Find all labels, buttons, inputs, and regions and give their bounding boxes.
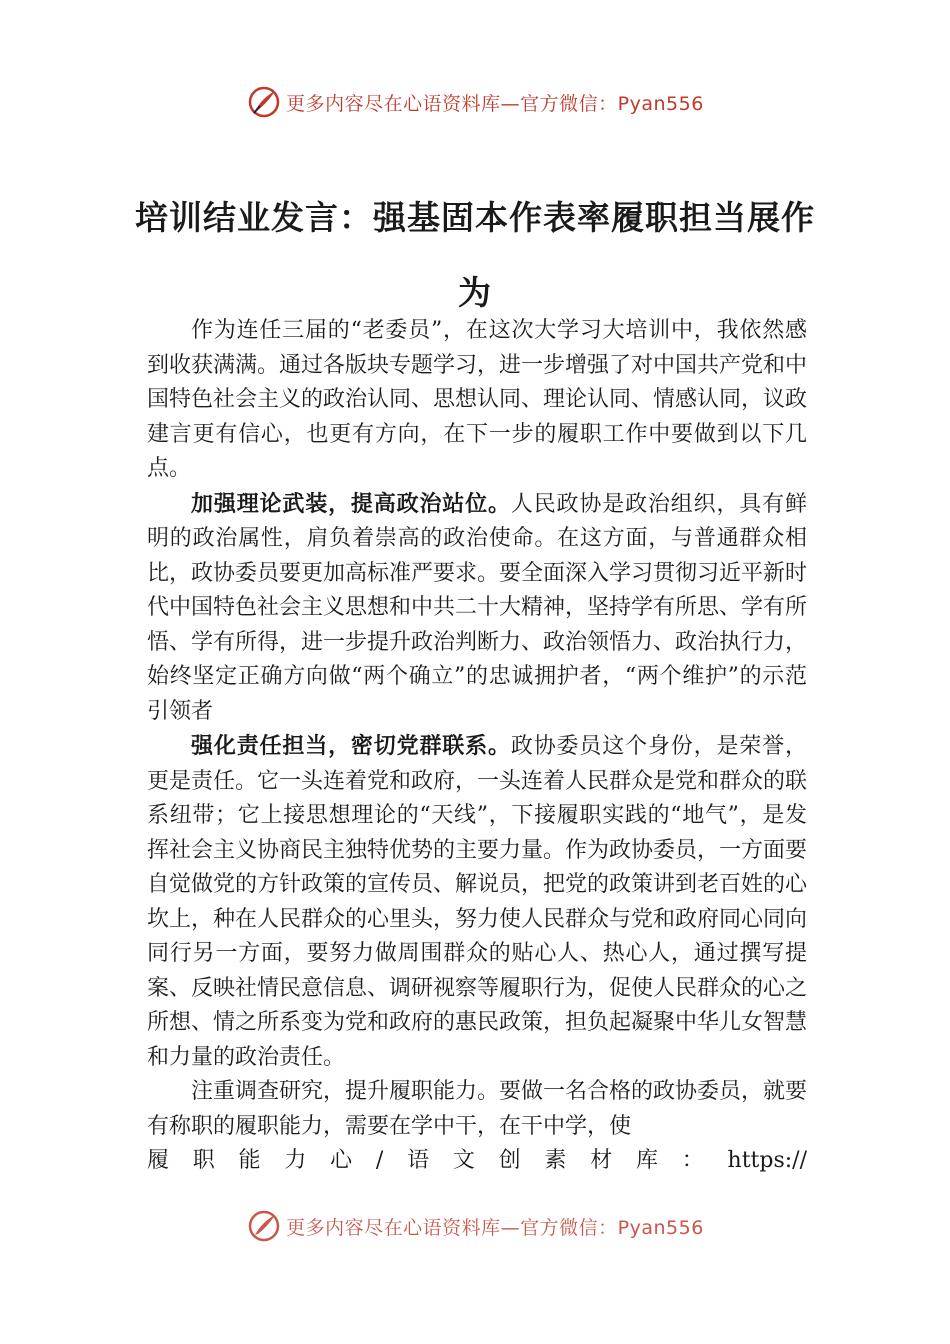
- paragraph-research: 注重调查研究，提升履职能力。要做一名合格的政协委员，就要有称职的履职能力，需要在学中干，在干中学，使: [147, 1079, 808, 1139]
- paragraph-intro: 作为连任三届的“老委员”，在这次大学习大培训中，我依然感到收获满满。通过各版块专题学习，进一步增强了对中国共产党和中国特色社会主义的政治认同、思想认同、理论认同、情感认同，议政建言更有信心，也更有方向，在下一步的履职工作中要做到以下几点。: [147, 318, 808, 481]
- paragraph-source-line: 履职能力心/语文创素材库：https://: [147, 1148, 807, 1173]
- paragraph-theory: 加强理论武装，提高政治站位。人民政协是政治组织，具有鲜明的政治属性，肩负着崇高的政治使命。在这方面，与普通群众相比，政协委员要更加高标准严要求。要全面深入学习贯彻习近平新时代中国特色社会主义思想和中共二十大精神，坚持学有所思、学有所悟、学有所得，进一步提升政治判断力、政治领悟力、政治执行力，始终坚定正确方向做“两个确立”的忠诚拥护者，“两个维护”的示范引领者: [147, 490, 808, 724]
- watermark-footer: [0, 1208, 950, 1244]
- section-heading: 强化责任担当，密切党群联系。: [191, 733, 511, 759]
- watermark-text: 更多内容尽在心语资料库—官方微信：Pyan556: [286, 92, 704, 115]
- watermark-text: 更多内容尽在心语资料库—官方微信：Pyan556: [286, 1216, 704, 1239]
- paragraph-responsibility: 强化责任担当，密切党群联系。政协委员这个身份，是荣誉，更是责任。它一头连着党和政府，一头连着人民群众是党和群众的联系纽带；它上接思想理论的“天线”，下接履职实践的“地气”，是发挥社会主义协商民主独特优势的主要力量。作为政协委员，一方面要自觉做党的方针政策的宣传员、解说员，把党的政策讲到老百姓的心坎上，种在人民群众的心里头，努力使人民群众与党和政府同心同向同行另一方面，要努力做周围群众的贴心人、热心人，通过撰写提案、反映社情民意信息、调研视察等履职行为，促使人民群众的心之所想、情之所系变为党和政府的惠民政策，担负起凝聚中华儿女智慧和力量的政治责任。: [147, 733, 808, 1070]
- document-title: 培训结业发言：强基固本作表率履职担当展作为: [135, 198, 815, 312]
- document-body: [147, 314, 807, 1179]
- quill-logo-icon: [246, 1208, 282, 1244]
- watermark-header: [0, 84, 950, 120]
- quill-logo-icon: [246, 84, 282, 120]
- section-heading: 加强理论武装，提高政治站位。: [191, 490, 511, 517]
